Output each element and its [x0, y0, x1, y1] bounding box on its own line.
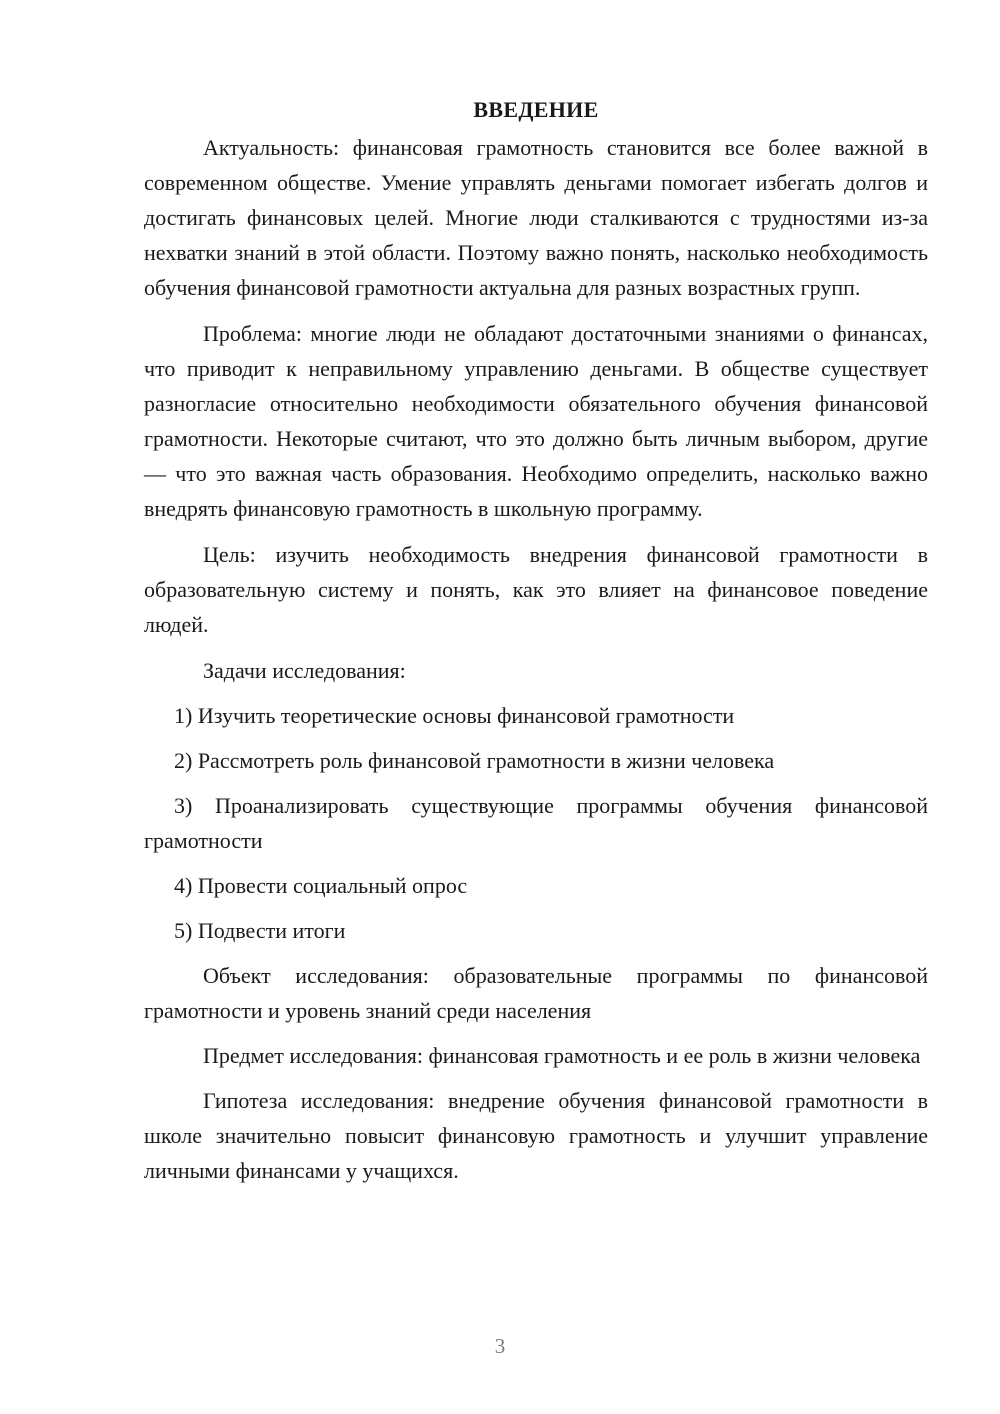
- page-number: 3: [494, 1334, 506, 1358]
- relevance-paragraph: Актуальность: финансовая грамотность становится все более важной в современном обществе. Умение управлять деньгами помогает избегать долгов и достигать финансовых целей. Многие люди сталкиваются с трудностями из-за нехватки знаний в этой области. Поэтому важно понять, насколько необходимость обучения финансовой грамотности актуальна для разных возрастных групп.: [144, 135, 928, 300]
- section-title: ВВЕДЕНИЕ: [473, 97, 599, 122]
- tasks-heading: Задачи исследования:: [203, 658, 406, 683]
- problem-paragraph: Проблема: многие люди не обладают достаточными знаниями о финансах, что приводит к неправильному управлению деньгами. В обществе существует разногласие относительно необходимости обязательного обучения финансовой грамотности. Некоторые считают, что это должно быть личным выбором, другие — что это важная часть образования. Необходимо определить, насколько важно внедрять финансовую грамотность в школьную программу.: [144, 321, 928, 521]
- task-item: 1) Изучить теоретические основы финансовой грамотности: [174, 703, 735, 728]
- document-page: [144, 92, 928, 1188]
- subject-paragraph: Предмет исследования: финансовая грамотность и ее роль в жизни человека: [203, 1043, 921, 1068]
- goal-paragraph: Цель: изучить необходимость внедрения финансовой грамотности в образовательную систему и понять, как это влияет на финансовое поведение людей.: [144, 542, 928, 637]
- task-item: 2) Рассмотреть роль финансовой грамотности в жизни человека: [174, 748, 775, 773]
- task-item: 5) Подвести итоги: [174, 918, 346, 943]
- task-item: 3) Проанализировать существующие программы обучения финансовой грамотности: [144, 793, 928, 853]
- hypothesis-paragraph: Гипотеза исследования: внедрение обучения финансовой грамотности в школе значительно повысит финансовую грамотность и улучшит управление личными финансами у учащихся.: [144, 1088, 928, 1183]
- task-item: 4) Провести социальный опрос: [174, 873, 468, 898]
- object-paragraph: Объект исследования: образовательные программы по финансовой грамотности и уровень знаний среди населения: [144, 963, 928, 1023]
